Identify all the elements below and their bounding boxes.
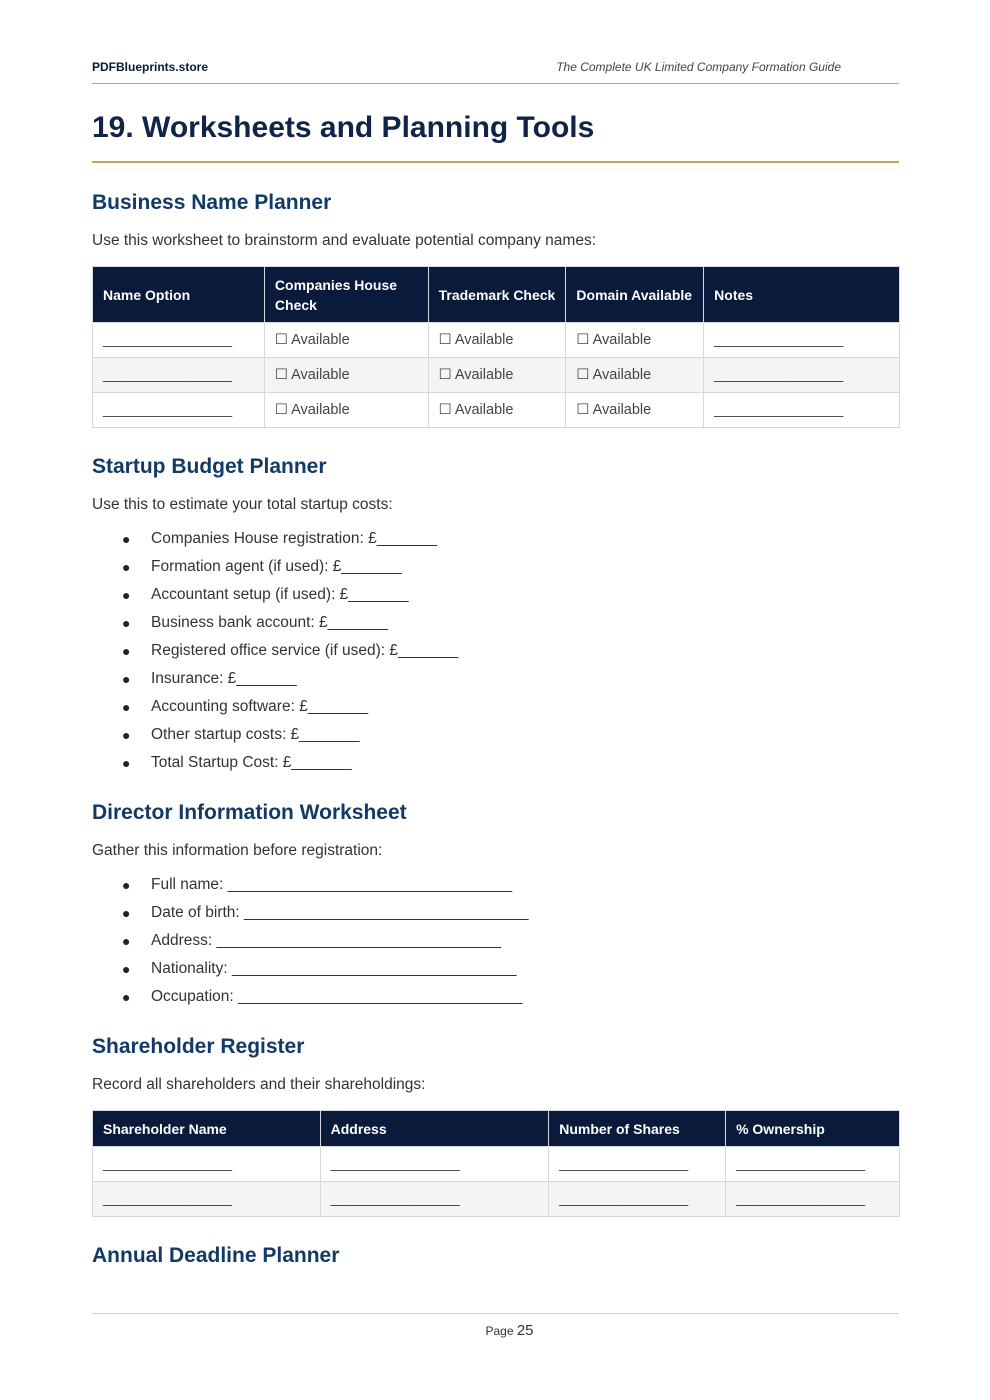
- list-item-text: Occupation: _________________________________: [151, 988, 523, 1005]
- table-cell: ________________: [93, 323, 265, 358]
- table-cell: ________________: [726, 1182, 900, 1217]
- table-cell: ☐ Available: [428, 393, 566, 428]
- header-brand: PDFBlueprints.store: [92, 60, 209, 74]
- list-item-text: Nationality: _________________________________: [151, 960, 517, 977]
- business-name-planner-heading: Business Name Planner: [92, 191, 332, 214]
- column-header: Address: [320, 1111, 549, 1147]
- list-item-text: Total Startup Cost: £_______: [151, 754, 352, 771]
- table-cell: ☐ Available: [566, 358, 704, 393]
- page-title: 19. Worksheets and Planning Tools: [92, 111, 595, 144]
- startup-budget-intro: Use this to estimate your total startup costs:: [92, 496, 393, 513]
- list-item: [92, 613, 458, 641]
- list-item-text: Insurance: £_______: [151, 670, 297, 687]
- column-header: % Ownership: [726, 1111, 900, 1147]
- list-item-text: Accounting software: £_______: [151, 698, 369, 715]
- table-cell: ________________: [726, 1147, 900, 1182]
- table-cell: ☐ Available: [264, 323, 428, 358]
- list-item-text: Registered office service (if used): £_______: [151, 642, 459, 659]
- list-item: [92, 557, 458, 585]
- table-cell: ________________: [93, 358, 265, 393]
- table-cell: ☐ Available: [264, 358, 428, 393]
- table-cell: ________________: [93, 393, 265, 428]
- table-cell: ☐ Available: [428, 323, 566, 358]
- table-cell: ________________: [704, 323, 900, 358]
- list-item-text: Full name: _________________________________: [151, 876, 513, 893]
- list-item: [92, 669, 458, 697]
- bullet-icon: ●: [122, 643, 131, 659]
- director-info-list: [92, 875, 529, 1015]
- table-row: [93, 358, 900, 393]
- bullet-icon: ●: [122, 671, 131, 687]
- bullet-icon: ●: [122, 559, 131, 575]
- table-cell: ☐ Available: [566, 393, 704, 428]
- bullet-icon: ●: [122, 961, 131, 977]
- column-header: Domain Available: [566, 267, 704, 323]
- header-doc-title: The Complete UK Limited Company Formation Guide: [556, 60, 841, 74]
- table-cell: ________________: [549, 1147, 726, 1182]
- table-header-row: [93, 1111, 900, 1147]
- list-item-text: Companies House registration: £_______: [151, 530, 438, 547]
- list-item-text: Other startup costs: £_______: [151, 726, 360, 743]
- bullet-icon: ●: [122, 587, 131, 603]
- list-item-text: Address: _________________________________: [151, 932, 501, 949]
- running-header: [92, 59, 899, 84]
- bullet-icon: ●: [122, 727, 131, 743]
- column-header: Number of Shares: [549, 1111, 726, 1147]
- column-header: Notes: [704, 267, 900, 323]
- table-cell: ________________: [93, 1147, 321, 1182]
- bullet-icon: ●: [122, 905, 131, 921]
- table-cell: ☐ Available: [428, 358, 566, 393]
- page-footer: [92, 1322, 927, 1339]
- table-row: [93, 393, 900, 428]
- list-item: [92, 931, 529, 959]
- list-item: [92, 987, 529, 1015]
- annual-deadline-heading: Annual Deadline Planner: [92, 1244, 340, 1267]
- list-item: [92, 875, 529, 903]
- bullet-icon: ●: [122, 699, 131, 715]
- list-item: [92, 641, 458, 669]
- column-header: Companies House Check: [264, 267, 428, 323]
- table-cell: ________________: [549, 1182, 726, 1217]
- table-header-row: [93, 267, 900, 323]
- column-header: Shareholder Name: [93, 1111, 321, 1147]
- title-divider: [92, 161, 899, 163]
- list-item: [92, 585, 458, 613]
- table-cell: ☐ Available: [566, 323, 704, 358]
- shareholder-register-intro: Record all shareholders and their shareholdings:: [92, 1076, 426, 1093]
- list-item-text: Business bank account: £_______: [151, 614, 388, 631]
- list-item-text: Formation agent (if used): £_______: [151, 558, 402, 575]
- list-item-text: Date of birth: _________________________________: [151, 904, 529, 921]
- bullet-icon: ●: [122, 933, 131, 949]
- list-item: [92, 753, 458, 781]
- bullet-icon: ●: [122, 989, 131, 1005]
- table-cell: ________________: [93, 1182, 321, 1217]
- table-cell: ________________: [704, 393, 900, 428]
- page-number: 25: [516, 1322, 534, 1339]
- startup-budget-heading: Startup Budget Planner: [92, 455, 327, 478]
- list-item: [92, 959, 529, 987]
- table-cell: ________________: [320, 1182, 549, 1217]
- director-info-heading: Director Information Worksheet: [92, 801, 407, 824]
- list-item: [92, 697, 458, 725]
- list-item: [92, 903, 529, 931]
- column-header: Name Option: [93, 267, 265, 323]
- footer-divider: [92, 1313, 899, 1314]
- director-info-intro: Gather this information before registration:: [92, 842, 383, 859]
- shareholder-table: [92, 1110, 900, 1217]
- table-cell: ☐ Available: [264, 393, 428, 428]
- table-row: [93, 323, 900, 358]
- table-row: [93, 1147, 900, 1182]
- bullet-icon: ●: [122, 615, 131, 631]
- table-row: [93, 1182, 900, 1217]
- bullet-icon: ●: [122, 877, 131, 893]
- shareholder-register-heading: Shareholder Register: [92, 1035, 305, 1058]
- list-item-text: Accountant setup (if used): £_______: [151, 586, 409, 603]
- bullet-icon: ●: [122, 755, 131, 771]
- startup-budget-list: [92, 529, 458, 781]
- bullet-icon: ●: [122, 531, 131, 547]
- table-cell: ________________: [704, 358, 900, 393]
- business-name-planner-intro: Use this worksheet to brainstorm and evaluate potential company names:: [92, 232, 597, 249]
- column-header: Trademark Check: [428, 267, 566, 323]
- page-label: Page: [485, 1324, 514, 1338]
- list-item: [92, 725, 458, 753]
- table-cell: ________________: [320, 1147, 549, 1182]
- business-name-table: [92, 266, 900, 428]
- list-item: [92, 529, 458, 557]
